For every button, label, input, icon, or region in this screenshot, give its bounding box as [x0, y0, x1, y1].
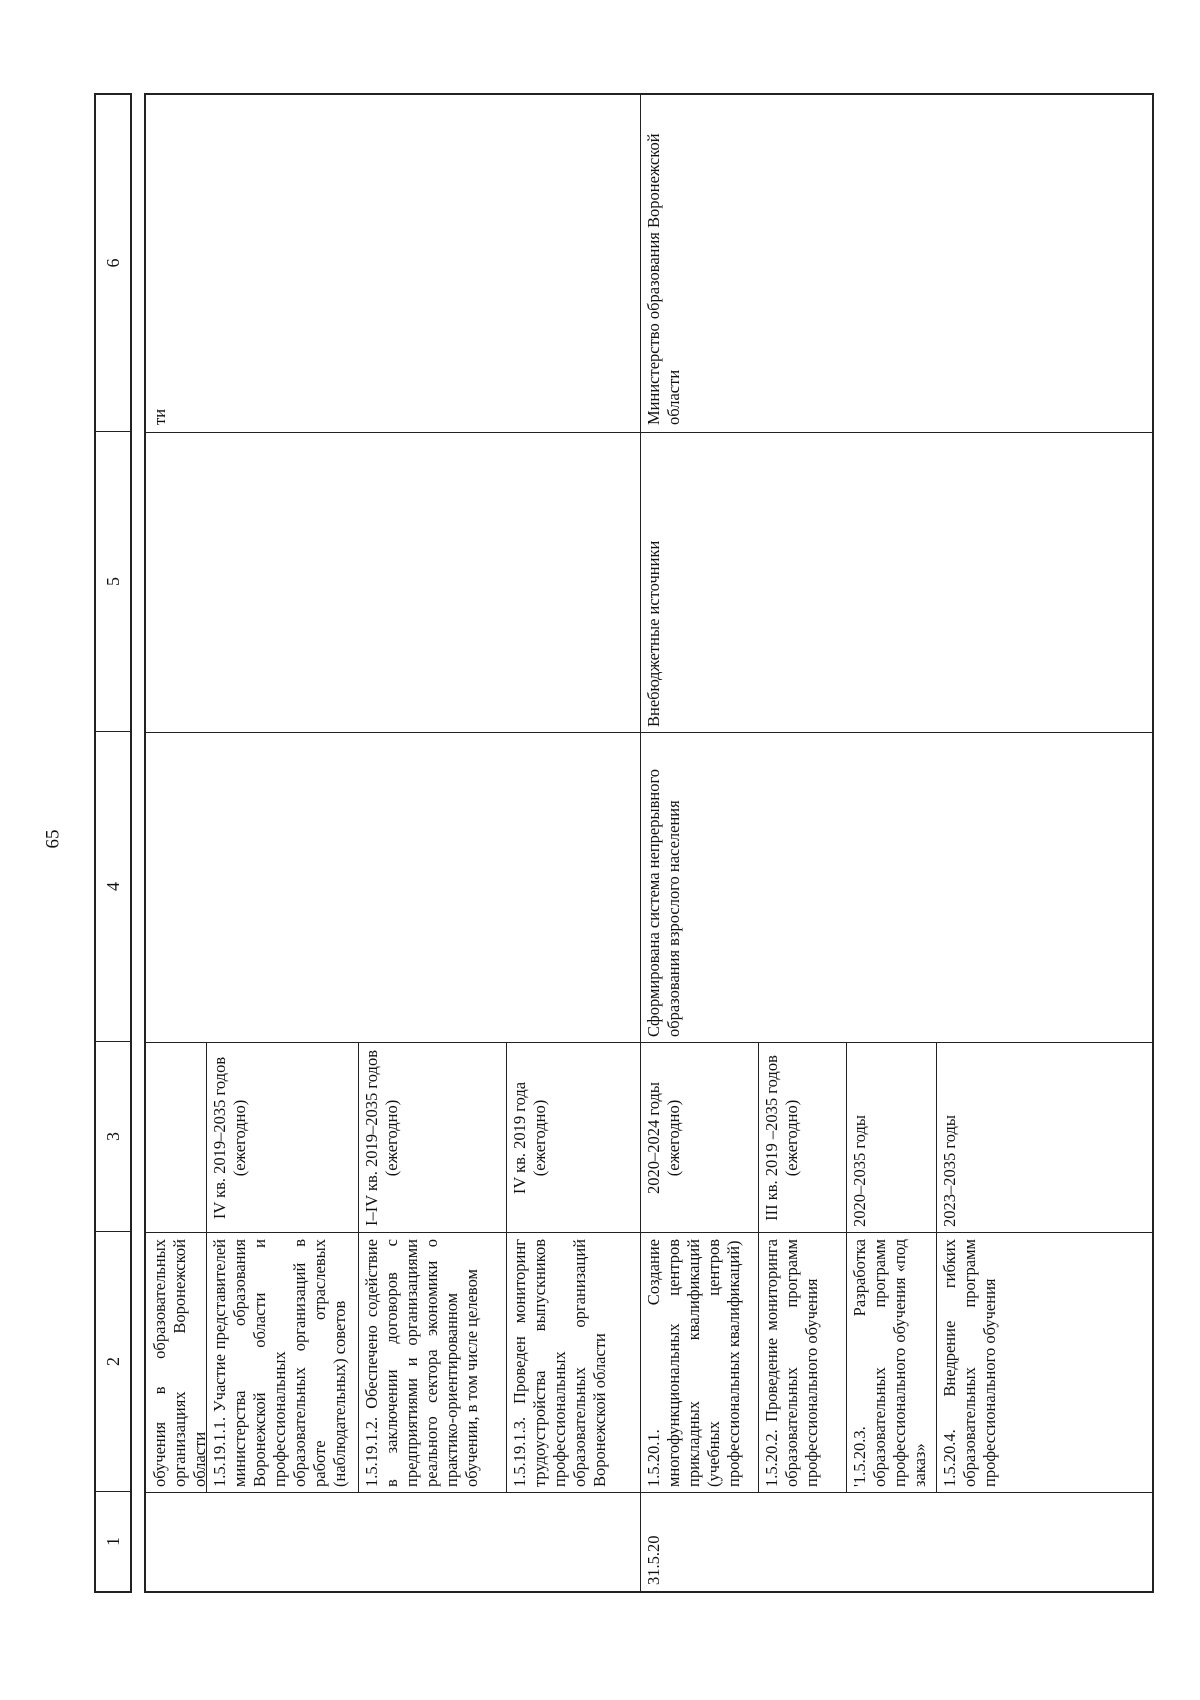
table-cell: 2023–2035 годы	[940, 1115, 959, 1227]
table-cell: III кв. 2019 –2035 годов (ежегодно)	[762, 1055, 801, 1221]
header-col-5: 5	[96, 431, 130, 731]
table-cell: IV кв. 2019 года (ежегодно)	[510, 1081, 549, 1195]
table-cell: 1.5.20.4. Внедрение гибких образовательных программ профессионального обучения	[940, 1239, 999, 1487]
header-col-3: 3	[96, 1041, 130, 1231]
header-col-2: 2	[96, 1231, 130, 1491]
table-cell: обучения в образовательных организациях Воронежской области	[150, 1239, 209, 1487]
table-cell: 1.5.20.2. Проведение мониторинга образовательных программ профессионального обучения	[762, 1239, 821, 1487]
table-cell: 1.5.19.1.1. Участие представителей министерства образования Воронежской области и профессиональных образовательных организаций в работе отраслевых (наблюдательных) советов	[210, 1239, 349, 1487]
table-cell: 1.5.19.1.3. Проведен мониторинг трудоустройства выпускников профессиональных образовательных организаций Воронежской области	[510, 1239, 609, 1487]
table-header-row	[94, 93, 132, 1593]
table-cell: I–IV кв. 2019–2035 годов (ежегодно)	[362, 1050, 401, 1226]
table-body	[144, 93, 1154, 1593]
table-cell: 1.5.19.1.2. Обеспечено содействие в заключении договоров с предприятиями и организациями реального сектора экономики о практико-ориентированном обучении, в том числе целевом	[362, 1239, 481, 1487]
table-cell: 31.5.20	[644, 1535, 663, 1585]
table-cell: IV кв. 2019–2035 годов (ежегодно)	[210, 1056, 249, 1220]
table-cell: 2020–2024 годы (ежегодно)	[644, 1082, 683, 1194]
rotated-page-content	[94, 93, 1154, 1593]
page-number: 65	[42, 829, 64, 849]
table-cell: Сформирована система непрерывного образования взрослого населения	[644, 768, 683, 1037]
header-col-4: 4	[96, 731, 130, 1041]
table-frame	[94, 93, 1154, 1593]
header-col-1: 1	[96, 1491, 130, 1591]
table-cell: Внебюджетные источники	[644, 540, 663, 727]
table-cell: 1.5.20.1. Создание многофункциональных центров прикладных квалификаций (учебных центров профессиональных квалификаций)	[644, 1239, 743, 1487]
table-cell: Министерство образования Воронежской области	[644, 133, 683, 425]
header-col-6: 6	[102, 258, 123, 268]
table-cell: ти	[150, 408, 169, 425]
table-cell: '1.5.20.3. Разработка образовательных программ профессионального обучения «под заказ»	[850, 1239, 929, 1487]
table-cell: 2020–2035 годы	[850, 1115, 869, 1227]
